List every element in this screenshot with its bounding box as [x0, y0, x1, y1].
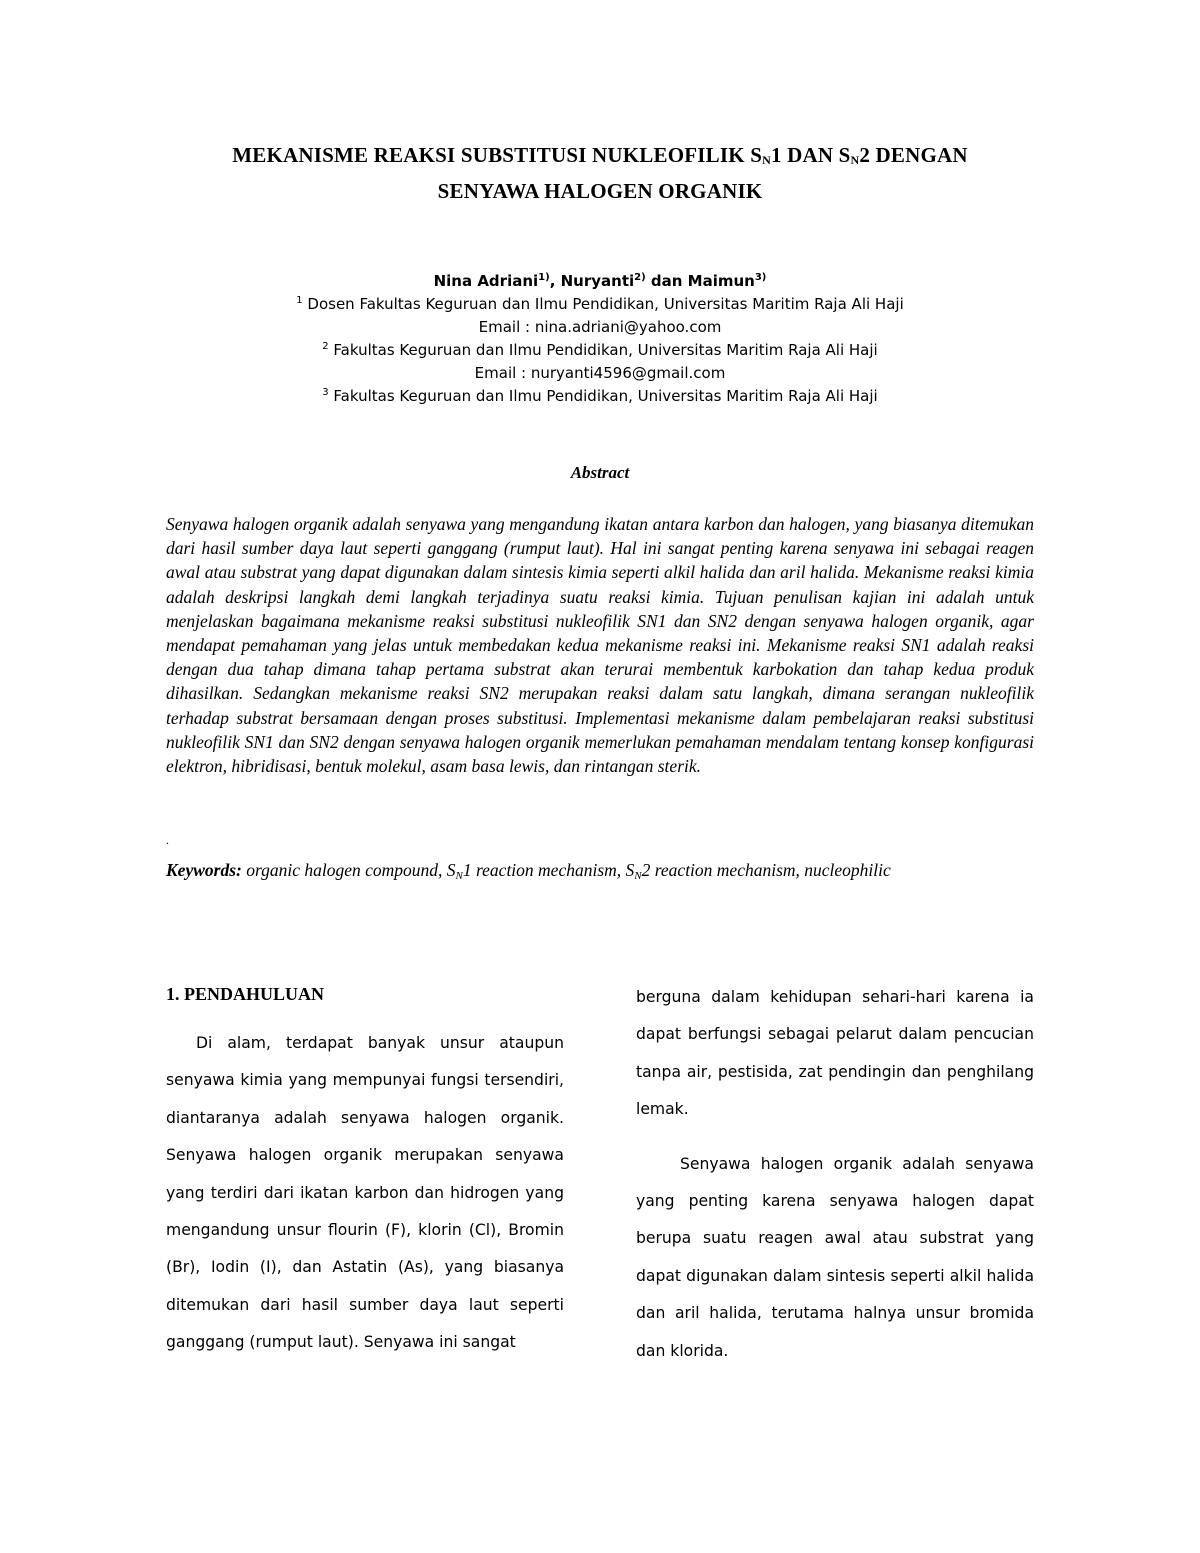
paragraph-second: Senyawa halogen organik adalah senyawa yang penting karena senyawa halogen dapat berupa suatu reagen awal atau substrat yang dapat digunakan dalam sintesis seperti alkil halida dan aril halida, terutama halnya unsur bromida dan klorida.: [636, 1154, 1034, 1360]
abstract-text: Senyawa halogen organik adalah senyawa yang mengandung ikatan antara karbon dan halogen, yang biasanya ditemukan dari hasil sumber daya laut seperti ganggang (rumput laut). Hal ini sangat penting karena senyawa ini sebagai reagen awal atau substrat yang dapat digunakan dalam sintesis kimia seperti alkil halida dan aril halida. Mekanisme reaksi kimia adalah deskripsi langkah demi langkah terjadinya suatu reaksi kimia. Tujuan penulisan kajian ini adalah untuk menjelaskan bagaimana mekanisme reaksi substitusi nukleofilik SN1 dan SN2 dengan senyawa halogen organik, agar mendapat pemahaman yang jelas untuk membedakan kedua mekanisme reaksi ini. Mekanisme reaksi SN1 adalah reaksi dengan dua tahap dimana tahap pertama substrat akan terurai membentuk karbokation dan tahap kedua produk dihasilkan. Sedangkan mekanisme reaksi SN2 merupakan reaksi dalam satu langkah, dimana serangan nukleofilik terhadap substrat bersamaan dengan proses substitusi. Implementasi mekanisme dalam pembelajaran reaksi substitusi nukleofilik SN1 dan SN2 dengan senyawa halogen organik memerlukan pemahaman mendalam tentang konsep konfigurasi elektron, hibridisasi, bentuk molekul, asam basa lewis, dan rintangan sterik.: [166, 514, 1034, 777]
paper-title: [150, 140, 1050, 207]
paragraph-intro: Di alam, terdapat banyak unsur ataupun senyawa kimia yang mempunyai fungsi tersendiri, diantaranya adalah senyawa halogen organik. Senyawa halogen organik merupakan senyawa yang terdiri dari ikatan karbon dan hidrogen yang mengandung unsur flourin (F), klorin (Cl), Bromin (Br), Iodin (I), dan Astatin (As), yang biasanya ditemukan dari hasil sumber daya laut seperti ganggang (rumput laut). Senyawa ini sangat: [166, 1034, 564, 1352]
keywords-label: Keywords:: [166, 860, 242, 880]
column-left: [166, 980, 564, 1362]
abstract-heading: Abstract: [570, 463, 630, 482]
section-heading: 1. PENDAHULUAN: [166, 984, 325, 1004]
stray-dot: .: [166, 833, 169, 847]
title-line-1: MEKANISME REAKSI SUBSTITUSI NUKLEOFILIK $S_N1$ DAN $S_N2$ DENGAN: [232, 143, 968, 167]
affiliation-2: $^2$ Fakultas Keguruan dan Ilmu Pendidikan, Universitas Maritim Raja Ali Haji: [322, 341, 878, 359]
author-names: Nina Adriani$^{1)}$, Nuryanti$^{2)}$ dan Maimun$^{3)}$: [433, 272, 767, 290]
keywords: Keywords: organic halogen compound, $S_N1$ reaction mechanism, $S_N2$ reaction mechanism, nucleophilic: [166, 860, 891, 882]
paragraph-continuation: berguna dalam kehidupan sehari-hari karena ia dapat berfungsi sebagai pelarut dalam pencucian tanpa air, pestisida, zat pendingin dan penghilang lemak.: [636, 988, 1034, 1119]
column-right: [636, 980, 1034, 1370]
email-2: Email : nuryanti4596@gmail.com: [474, 364, 726, 382]
affiliation-1: $^1$ Dosen Fakultas Keguruan dan Ilmu Pendidikan, Universitas Maritim Raja Ali Haji: [296, 295, 904, 313]
author-2: Nuryanti: [560, 272, 635, 290]
title-line-2: SENYAWA HALOGEN ORGANIK: [437, 179, 763, 203]
author-1: Nina Adriani: [433, 272, 539, 290]
affiliation-3: $^3$ Fakultas Keguruan dan Ilmu Pendidikan, Universitas Maritim Raja Ali Haji: [322, 387, 878, 405]
email-1: Email : nina.adriani@yahoo.com: [478, 318, 722, 336]
author-3: Maimun: [687, 272, 755, 290]
author-block: [150, 270, 1050, 408]
